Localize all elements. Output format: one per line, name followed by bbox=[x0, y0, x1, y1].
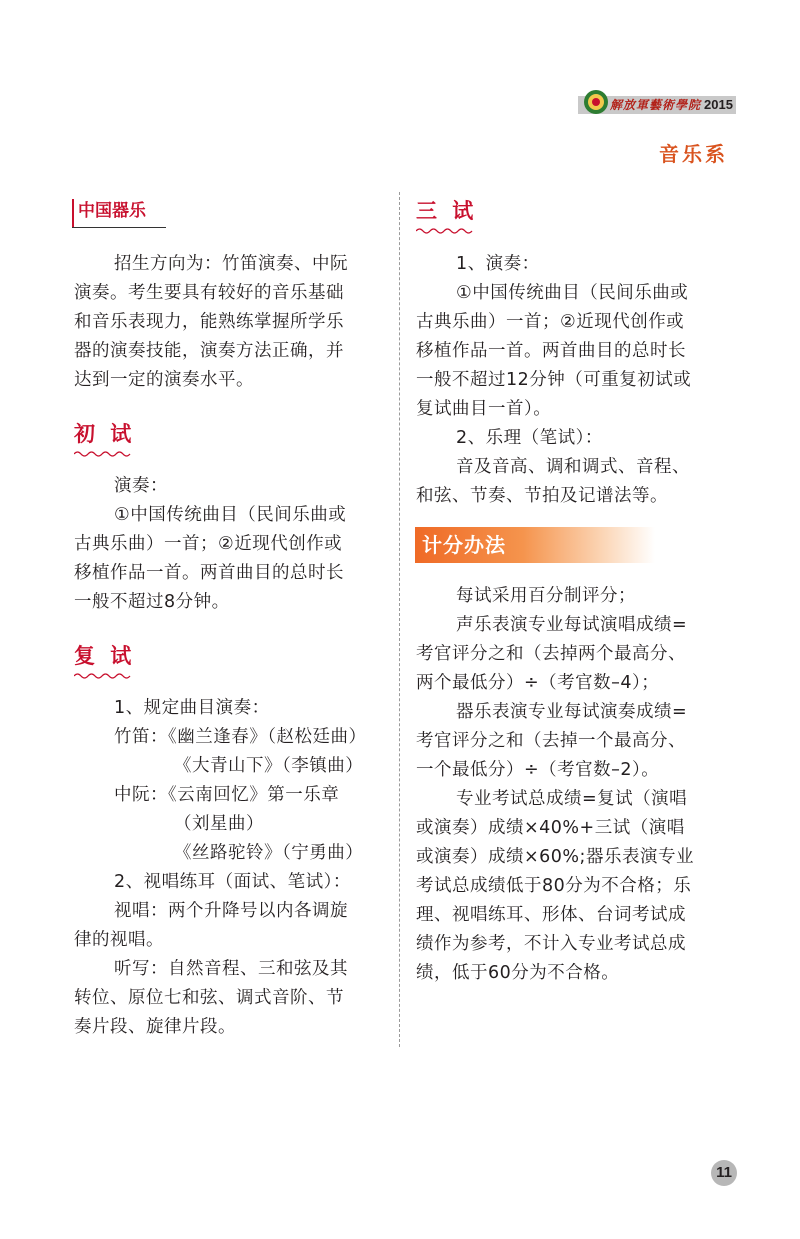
text-line: 绩，低于60分为不合格。 bbox=[416, 963, 620, 983]
text-line: 理、视唱练耳、形体、台词考试成 bbox=[416, 905, 686, 925]
title-underline-wave bbox=[416, 227, 474, 235]
text-line: 移植作品一首。两首曲目的总时长 bbox=[416, 341, 686, 361]
text-line: （刘星曲） bbox=[174, 814, 264, 834]
text-line: ①中国传统曲目（民间乐曲或 bbox=[114, 505, 347, 525]
second-round-title: 复 试 bbox=[74, 644, 136, 668]
first-round-body bbox=[74, 472, 394, 617]
text-line: 考试总成绩低于80分为不合格；乐 bbox=[416, 876, 692, 896]
text-line: 转位、原位七和弦、调式音阶、节 bbox=[74, 988, 344, 1008]
scoring-heading-band bbox=[415, 527, 655, 563]
text-line: 律的视唱。 bbox=[74, 930, 164, 950]
school-name: 解放軍藝術學院 bbox=[610, 98, 702, 112]
text-line: 专业考试总成绩=复试（演唱 bbox=[456, 789, 688, 809]
text-line: 《丝路驼铃》（宁勇曲） bbox=[174, 843, 364, 863]
header-year: 2015 bbox=[704, 97, 733, 112]
column-divider bbox=[399, 192, 400, 1047]
text-line: 《大青山下》（李镇曲） bbox=[174, 756, 364, 776]
second-round-body bbox=[74, 694, 394, 1042]
text-line: 奏片段、旋律片段。 bbox=[74, 1017, 236, 1037]
text-line: 移植作品一首。两首曲目的总时长 bbox=[74, 563, 344, 583]
third-round-body bbox=[416, 250, 736, 511]
text-line: 视唱：两个升降号以内各调旋 bbox=[114, 901, 348, 921]
text-line: 2、视唱练耳（面试、笔试）： bbox=[114, 872, 351, 892]
text-line: 2、乐理（笔试）： bbox=[456, 428, 603, 448]
category-heading-text: 中国器乐 bbox=[78, 201, 146, 221]
text-line: 达到一定的演奏水平。 bbox=[74, 370, 254, 390]
text-line: 一个最低分）÷（考官数–2）。 bbox=[416, 760, 660, 780]
text-line: 音及音高、调和调式、音程、 bbox=[456, 457, 690, 477]
page-number: 11 bbox=[711, 1160, 737, 1186]
scoring-heading-text: 计分办法 bbox=[422, 533, 506, 557]
text-line: 考官评分之和（去掉一个最高分、 bbox=[416, 731, 686, 751]
third-round-title: 三 试 bbox=[416, 199, 478, 223]
text-line: 1、规定曲目演奏： bbox=[114, 698, 270, 718]
text-line: ①中国传统曲目（民间乐曲或 bbox=[456, 283, 689, 303]
text-line: 考官评分之和（去掉两个最高分、 bbox=[416, 644, 686, 664]
title-underline-wave bbox=[74, 672, 132, 680]
text-line: 一般不超过8分钟。 bbox=[74, 592, 230, 612]
text-line: 中阮：《云南回忆》第一乐章 bbox=[114, 785, 340, 805]
text-line: 复试曲目一首）。 bbox=[416, 399, 552, 419]
text-line: 一般不超过12分钟（可重复初试或 bbox=[416, 370, 692, 390]
text-line: 两个最低分）÷（考官数–4）； bbox=[416, 673, 660, 693]
text-line: 或演奏）成绩×40%+三试（演唱 bbox=[416, 818, 685, 838]
text-line: 1、演奏： bbox=[456, 254, 540, 274]
title-underline-wave bbox=[74, 450, 132, 458]
text-line: 和音乐表现力，能熟练掌握所学乐 bbox=[74, 312, 344, 332]
text-line: 听写：自然音程、三和弦及其 bbox=[114, 959, 348, 979]
category-heading bbox=[72, 197, 166, 228]
text-line: 器乐表演专业每试演奏成绩= bbox=[456, 702, 688, 722]
text-line: 每试采用百分制评分； bbox=[456, 586, 636, 606]
text-line: 演奏。考生要具有较好的音乐基础 bbox=[74, 283, 344, 303]
text-line: 竹笛：《幽兰逢春》（赵松廷曲） bbox=[114, 727, 367, 747]
text-line: 招生方向为：竹笛演奏、中阮 bbox=[114, 254, 348, 274]
first-round-title: 初 试 bbox=[74, 422, 136, 446]
department-title: 音乐系 bbox=[659, 142, 728, 166]
text-line: 声乐表演专业每试演唱成绩= bbox=[456, 615, 688, 635]
text-line: 演奏： bbox=[114, 476, 168, 496]
text-line: 古典乐曲）一首；②近现代创作或 bbox=[74, 534, 343, 554]
text-line: 绩作为参考，不计入专业考试总成 bbox=[416, 934, 686, 954]
heading-accent-bar bbox=[72, 199, 74, 227]
text-line: 器的演奏技能，演奏方法正确，并 bbox=[74, 341, 344, 361]
academy-emblem-icon bbox=[582, 89, 610, 115]
text-line: 古典乐曲）一首；②近现代创作或 bbox=[416, 312, 685, 332]
text-line: 和弦、节奏、节拍及记谱法等。 bbox=[416, 486, 668, 506]
direction-paragraph bbox=[74, 250, 394, 395]
scoring-body bbox=[416, 582, 736, 988]
text-line: 或演奏）成绩×60%;器乐表演专业 bbox=[416, 847, 694, 867]
